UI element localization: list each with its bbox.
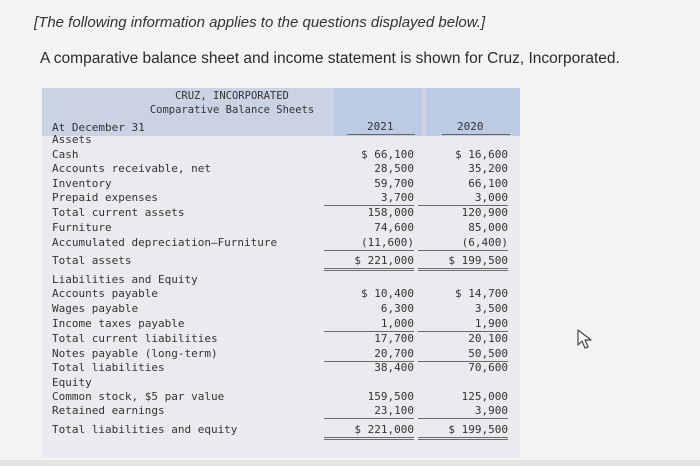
value-2021: 158,000 xyxy=(367,206,414,219)
table-row xyxy=(52,191,512,206)
value-2020: 35,200 xyxy=(468,162,508,175)
company-name: CRUZ, INCORPORATED xyxy=(175,90,289,102)
table-row xyxy=(52,162,512,177)
intro-note: [The following information applies to the questions displayed below.] xyxy=(34,14,486,31)
row-label: Accounts payable xyxy=(52,287,158,300)
row-label: Furniture xyxy=(52,221,112,234)
value-2020: 50,500 xyxy=(418,347,508,362)
bottom-strip xyxy=(0,460,700,466)
value-2020: 125,000 xyxy=(461,390,508,403)
table-row xyxy=(52,376,512,391)
row-label: Inventory xyxy=(52,177,112,190)
row-label: Equity xyxy=(52,376,92,389)
row-label: Notes payable (long-term) xyxy=(52,347,218,360)
value-2021: $ 221,000 xyxy=(324,423,414,440)
value-2020: 20,100 xyxy=(468,332,508,345)
table-row xyxy=(52,423,512,438)
value-2020: $ 199,500 xyxy=(418,423,508,440)
table-row xyxy=(52,273,512,288)
row-label: Total assets xyxy=(52,254,132,267)
table-row xyxy=(52,133,512,148)
value-2020: 66,100 xyxy=(468,177,508,190)
row-label: Total current liabilities xyxy=(52,332,218,345)
row-label: Prepaid expenses xyxy=(52,191,158,204)
value-2021: 28,500 xyxy=(374,162,414,175)
table-row xyxy=(52,236,512,251)
value-2021: 3,700 xyxy=(324,191,414,206)
at-label: At December 31 xyxy=(52,121,145,134)
value-2021: 159,500 xyxy=(367,390,414,403)
row-label: Total liabilities and equity xyxy=(52,423,238,436)
balance-sheet-table xyxy=(42,88,520,458)
table-row xyxy=(52,404,512,419)
year-2021-header: 2021 xyxy=(367,120,394,133)
value-2021: 23,100 xyxy=(324,404,414,419)
value-2020: (6,400) xyxy=(418,236,508,251)
table-row xyxy=(52,221,512,236)
sheet-title: Comparative Balance Sheets xyxy=(149,104,315,116)
value-2021: $ 66,100 xyxy=(361,148,414,161)
value-2020: 3,500 xyxy=(474,302,508,315)
table-row xyxy=(52,347,512,362)
row-label: Total current assets xyxy=(52,206,185,219)
table-row xyxy=(52,177,512,192)
value-2020: $ 199,500 xyxy=(418,254,508,271)
value-2021: 1,000 xyxy=(324,317,414,332)
value-2021: 20,700 xyxy=(324,347,414,362)
year-2020-header: 2020 xyxy=(457,120,484,133)
value-2020: $ 16,600 xyxy=(455,148,508,161)
value-2020: 85,000 xyxy=(468,221,508,234)
table-row xyxy=(52,302,512,317)
value-2021: 59,700 xyxy=(374,177,414,190)
table-row xyxy=(52,148,512,163)
value-2020: $ 14,700 xyxy=(455,287,508,300)
row-label: Income taxes payable xyxy=(52,317,185,330)
value-2020: 3,900 xyxy=(418,404,508,419)
row-label: Total liabilities xyxy=(52,361,165,374)
row-label: Retained earnings xyxy=(52,404,165,417)
table-row xyxy=(52,390,512,405)
row-label: Common stock, $5 par value xyxy=(52,390,225,403)
value-2021: $ 221,000 xyxy=(324,254,414,271)
row-label: Accounts receivable, net xyxy=(52,162,211,175)
row-label: Wages payable xyxy=(52,302,139,315)
row-label: Accumulated depreciation—Furniture xyxy=(52,236,278,249)
value-2020: 120,900 xyxy=(461,206,508,219)
table-row xyxy=(52,361,512,376)
value-2020: 1,900 xyxy=(418,317,508,332)
value-2020: 70,600 xyxy=(468,361,508,374)
table-row xyxy=(52,206,512,221)
row-label: Assets xyxy=(52,133,92,146)
table-row xyxy=(52,332,512,347)
mouse-pointer-icon xyxy=(576,328,594,350)
value-2020: 3,000 xyxy=(418,191,508,206)
value-2021: $ 10,400 xyxy=(361,287,414,300)
value-2021: 17,700 xyxy=(374,332,414,345)
value-2021: (11,600) xyxy=(324,236,414,251)
value-2021: 38,400 xyxy=(374,361,414,374)
value-2021: 6,300 xyxy=(380,302,414,315)
row-label: Liabilities and Equity xyxy=(52,273,198,286)
table-row xyxy=(52,254,512,269)
row-label: Cash xyxy=(52,148,79,161)
intro-text: A comparative balance sheet and income statement is shown for Cruz, Incorporated. xyxy=(40,50,620,67)
value-2021: 74,600 xyxy=(374,221,414,234)
table-row xyxy=(52,287,512,302)
table-row xyxy=(52,317,512,332)
